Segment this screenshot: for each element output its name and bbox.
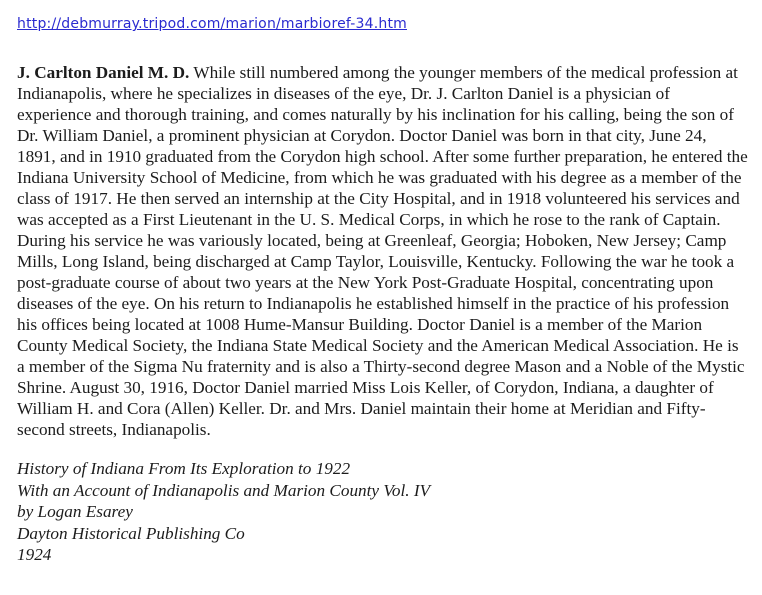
citation-line-publisher: Dayton Historical Publishing Co	[17, 523, 245, 543]
citation-line-subtitle: With an Account of Indianapolis and Marion County Vol. IV	[17, 480, 431, 500]
biography-paragraph	[17, 62, 748, 440]
source-url-link[interactable]: http://debmurray.tripod.com/marion/marbioref-34.htm	[17, 16, 407, 32]
citation-block	[17, 458, 748, 566]
citation-line-year: 1924	[17, 545, 52, 564]
biography-text: While still numbered among the younger members of the medical profession at Indianapolis, where he specializes in diseases of the eye, Dr. J. Carlton Daniel is a physician of experience and thorough training, and comes naturally by his inclination for his calling, being the son of Dr. William Daniel, a prominent physician at Corydon. Doctor Daniel was born in that city, June 24, 1891, and in 1910 graduated from the Corydon high school. After some further preparation, he entered the Indiana University School of Medicine, from which he was graduated with his degree as a member of the class of 1917. He then served an internship at the City Hospital, and in 1918 volunteered his services and was accepted as a First Lieutenant in the U. S. Medical Corps, in which he rose to the rank of Captain. During his service he was variously located, being at Greenleaf, Georgia; Hoboken, New Jersey; Camp Mills, Long Island, being discharged at Camp Taylor, Louisville, Kentucky. Following the war he took a post-graduate course of about two years at the New York Post-Graduate Hospital, concentrating upon diseases of the eye. On his return to Indianapolis he established himself in the practice of his profession his offices being located at 1008 Hume-Mansur Building. Doctor Daniel is a member of the Marion County Medical Society, the Indiana State Medical Society and the American Medical Association. He is a member of the Sigma Nu fraternity and is also a Thirty-second degree Mason and a Noble of the Mystic Shrine. August 30, 1916, Doctor Daniel married Miss Lois Keller, of Corydon, Indiana, a daughter of William H. and Cora (Allen) Keller. Dr. and Mrs. Daniel maintain their home at Meridian and Fifty-second streets, Indianapolis.	[17, 63, 748, 439]
citation-line-title: History of Indiana From Its Exploration to 1922	[17, 459, 351, 478]
citation-line-author: by Logan Esarey	[17, 502, 133, 521]
biography-subject-name: J. Carlton Daniel M. D.	[17, 63, 190, 82]
